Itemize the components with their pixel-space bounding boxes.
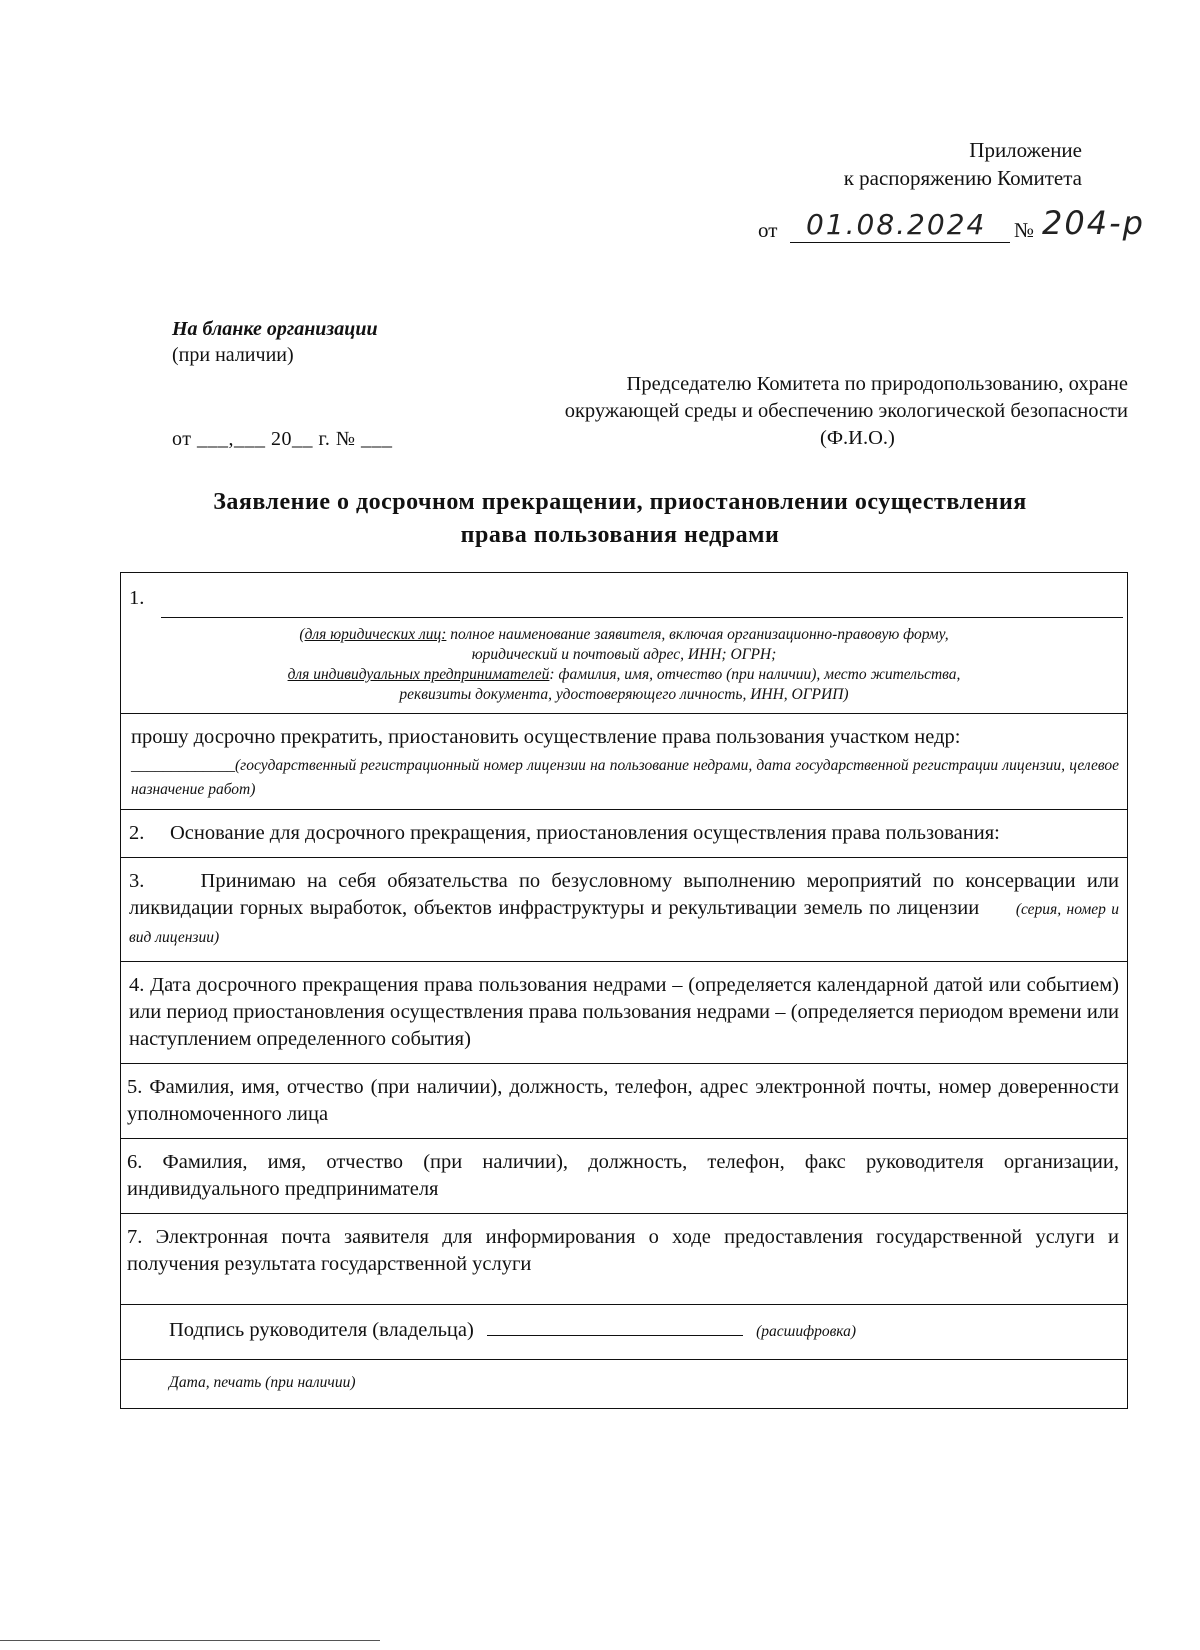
- row-authorized-person: [121, 1064, 1127, 1139]
- number-label: №: [1014, 218, 1035, 242]
- appendix-label: Приложение: [969, 138, 1082, 162]
- head-of-organization-text: 6. Фамилия, имя, отчество (при наличии), должность, телефон, факс руководителя организации, индивидуального предпринимателя: [127, 1151, 1119, 1200]
- row-1-number: 1.: [129, 587, 145, 609]
- document-title-line-2: права пользования недрами: [460, 522, 780, 548]
- license-blank[interactable]: _____________: [131, 757, 235, 774]
- license-series-note: (серия, номер и вид лицензии): [129, 901, 1119, 946]
- document-title-line-1: Заявление о досрочном прекращении, приостановлении осуществления: [213, 489, 1027, 515]
- row-signature: [121, 1305, 1127, 1360]
- ot-label: от: [758, 218, 778, 242]
- handwritten-number: 204-р: [1042, 204, 1145, 242]
- legal-entity-text: полное наименование заявителя, включая организационно-правовую форму,: [446, 626, 949, 643]
- blank-note: (при наличии): [172, 344, 294, 366]
- appendix-order-label: к распоряжению Комитета: [843, 166, 1082, 190]
- row-obligations: [121, 858, 1127, 962]
- entrepreneur-text-2: реквизиты документа, удостоверяющего личность, ИНН, ОГРИП): [399, 686, 849, 703]
- obligations-text: 3. Принимаю на себя обязательства по безусловному выполнению мероприятий по консервации или ликвидации горных выработок, объектов инфраструктуры и рекультивации земель по лицензии: [129, 870, 1119, 919]
- letter-date-line: от ___,___ 20__ г. № ___: [172, 428, 393, 450]
- grounds-text: 2. Основание для досрочного прекращения, приостановления осуществления права пользования:: [129, 822, 1000, 844]
- date-underline: [790, 242, 1010, 243]
- termination-date-text: 4. Дата досрочного прекращения права пользования недрами – (определяется календарной датой или событием) или период приостановления осуществления права пользования недрами – (определяется периодом времени или наступлением определенного события): [129, 974, 1119, 1050]
- addressee-fio: (Ф.И.О.): [820, 427, 895, 449]
- row-head-of-organization: [121, 1139, 1127, 1214]
- row-date-stamp: [121, 1360, 1127, 1408]
- entrepreneur-text: : фамилия, имя, отчество (при наличии), место жительства,: [549, 666, 961, 683]
- legal-entity-text-2: юридический и почтовый адрес, ИНН; ОГРН;: [471, 646, 777, 663]
- date-stamp-label: Дата, печать (при наличии): [169, 1374, 356, 1391]
- request-text: прошу досрочно прекратить, приостановить осуществление права пользования участком недр:: [131, 726, 961, 748]
- license-note: (государственный регистрационный номер лицензии на пользование недрами, дата государственной регистрации лицензии, целевое назначение работ): [131, 757, 1119, 798]
- email-text: 7. Электронная почта заявителя для информирования о ходе предоставления государственной услуги и получения результата государственной услуги: [127, 1226, 1119, 1275]
- addressee-line-2: окружающей среды и обеспечению экологической безопасности: [564, 400, 1128, 422]
- addressee-line-1: Председателю Комитета по природопользованию, охране: [626, 373, 1128, 395]
- application-form-table: [120, 572, 1128, 1409]
- entrepreneur-label: для индивидуальных предпринимателей: [287, 666, 550, 683]
- order-date-line: [758, 204, 1158, 248]
- applicant-field-note: (для юридических лиц: полное наименование заявителя, включая организационно-правовую форму, юридический и почтовый адрес, ИНН; ОГРН; для индивидуальных предпринимателей: фамилия, имя, отчество (при наличии), место жительства, реквизиты документа, удостоверяющего личность, ИНН, ОГРИП): [121, 621, 1127, 713]
- row-applicant: [121, 573, 1127, 714]
- handwritten-date: 01.08.2024: [806, 208, 987, 241]
- row-termination-date: [121, 962, 1127, 1064]
- row-request: [121, 714, 1127, 810]
- signature-transcript-note: (расшифровка): [756, 1323, 857, 1340]
- applicant-field-line[interactable]: [161, 617, 1123, 618]
- blank-title: На бланке организации: [172, 318, 378, 340]
- signature-label: Подпись руководителя (владельца): [169, 1319, 474, 1341]
- authorized-person-text: 5. Фамилия, имя, отчество (при наличии), должность, телефон, адрес электронной почты, номер доверенности уполномоченного лица: [127, 1076, 1119, 1125]
- row-email: [121, 1214, 1127, 1305]
- legal-entity-label: для юридических лиц:: [304, 626, 447, 643]
- signature-line[interactable]: [487, 1335, 743, 1336]
- scan-edge-line: [0, 1640, 380, 1641]
- row-grounds: [121, 810, 1127, 858]
